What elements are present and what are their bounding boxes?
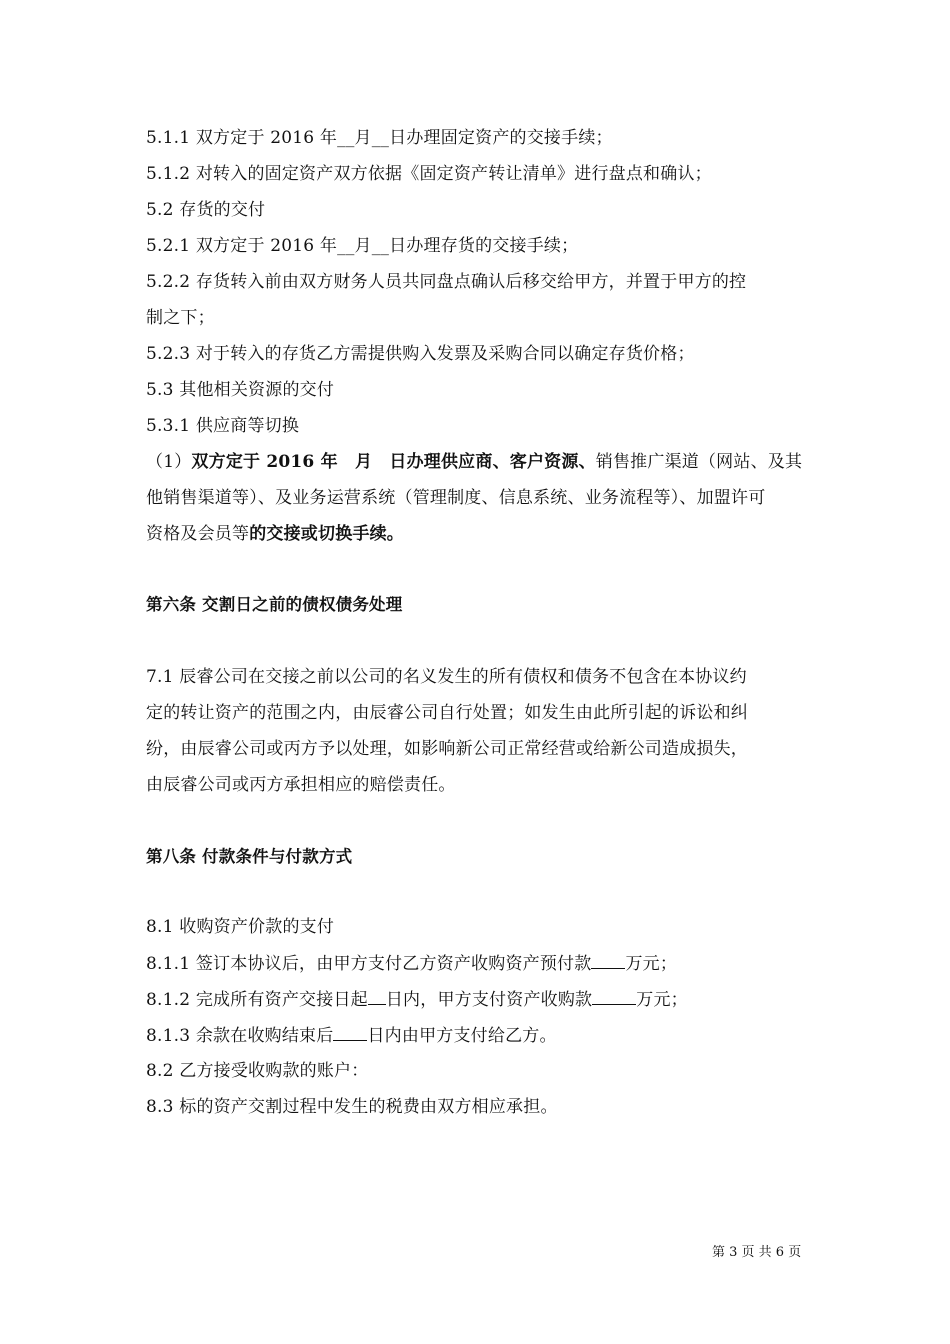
clause-8-1-3-text: 8.1.3 余款在收购结束后 bbox=[146, 1026, 334, 1046]
item-1-number: （1） bbox=[146, 452, 192, 472]
clause-7-1-line2: 定的转让资产的范围之内，由辰睿公司自行处置；如发生由此所引起的诉讼和纠 bbox=[146, 703, 748, 723]
clause-5-2-2-line2: 制之下； bbox=[146, 308, 215, 328]
clause-8-2: 8.2 乙方接受收购款的账户： bbox=[146, 1061, 369, 1081]
item-1-line3-text: 资格及会员等 bbox=[146, 524, 250, 544]
clause-8-1-3 bbox=[146, 1024, 826, 1047]
item-1-line1 bbox=[146, 451, 826, 473]
clause-5-2: 5.2 存货的交付 bbox=[146, 200, 266, 220]
clause-8-1-2 bbox=[146, 988, 826, 1011]
clause-7-1-line3: 纷，由辰睿公司或丙方予以处理，如影响新公司正常经营或给新公司造成损失， bbox=[146, 739, 748, 759]
item-1-line3-bold: 的交接或切换手续。 bbox=[249, 524, 405, 544]
clause-8-1: 8.1 收购资产价款的支付 bbox=[146, 917, 335, 937]
clause-7-1-line1: 7.1 辰睿公司在交接之前以公司的名义发生的所有债权和债务不包含在本协议约 bbox=[146, 667, 747, 687]
blank-line bbox=[591, 952, 625, 969]
item-1-bold-text: 双方定于 2016 年 月 日办理供应商、客户资源、 bbox=[191, 452, 596, 472]
clause-8-1-2-unit: 万元； bbox=[636, 990, 688, 1010]
section-heading-6: 第六条 交割日之前的债权债务处理 bbox=[146, 595, 403, 614]
clause-5-2-1: 5.2.1 双方定于 2016 年__月__日办理存货的交接手续； bbox=[146, 236, 579, 256]
section-heading-8: 第八条 付款条件与付款方式 bbox=[146, 847, 353, 866]
clause-8-1-1 bbox=[146, 952, 826, 975]
item-1-line3 bbox=[146, 523, 826, 545]
clause-8-3: 8.3 标的资产交割过程中发生的税费由双方相应承担。 bbox=[146, 1097, 558, 1117]
blank-line bbox=[368, 988, 386, 1005]
clause-7-1-line4: 由辰睿公司或丙方承担相应的赔偿责任。 bbox=[146, 775, 456, 795]
item-1-text: 销售推广渠道（网站、及其 bbox=[595, 452, 803, 472]
clause-5-2-3: 5.2.3 对于转入的存货乙方需提供购入发票及采购合同以确定存货价格； bbox=[146, 344, 695, 364]
clause-5-3: 5.3 其他相关资源的交付 bbox=[146, 380, 335, 400]
blank-line bbox=[333, 1024, 367, 1041]
blank-line bbox=[592, 988, 636, 1005]
clause-5-1-2: 5.1.2 对转入的固定资产双方依据《固定资产转让清单》进行盘点和确认； bbox=[146, 164, 712, 184]
clause-8-1-1-unit: 万元； bbox=[625, 954, 678, 974]
clause-8-1-2-text: 8.1.2 完成所有资产交接日起 bbox=[146, 990, 368, 1010]
clause-8-1-2-mid: 日内，甲方支付资产收购款 bbox=[385, 990, 593, 1010]
clause-5-1-1: 5.1.1 双方定于 2016 年__月__日办理固定资产的交接手续； bbox=[146, 128, 613, 148]
page-number-footer: 第 3 页 共 6 页 bbox=[712, 1245, 802, 1260]
clause-5-2-2-line1: 5.2.2 存货转入前由双方财务人员共同盘点确认后移交给甲方，并置于甲方的控 bbox=[146, 272, 747, 292]
clause-8-1-3-end: 日内由甲方支付给乙方。 bbox=[367, 1026, 557, 1046]
clause-5-3-1: 5.3.1 供应商等切换 bbox=[146, 416, 300, 436]
item-1-line2: 他销售渠道等）、及业务运营系统（管理制度、信息系统、业务流程等）、加盟许可 bbox=[146, 488, 766, 508]
clause-8-1-1-text: 8.1.1 签订本协议后，由甲方支付乙方资产收购资产预付款 bbox=[146, 954, 592, 974]
